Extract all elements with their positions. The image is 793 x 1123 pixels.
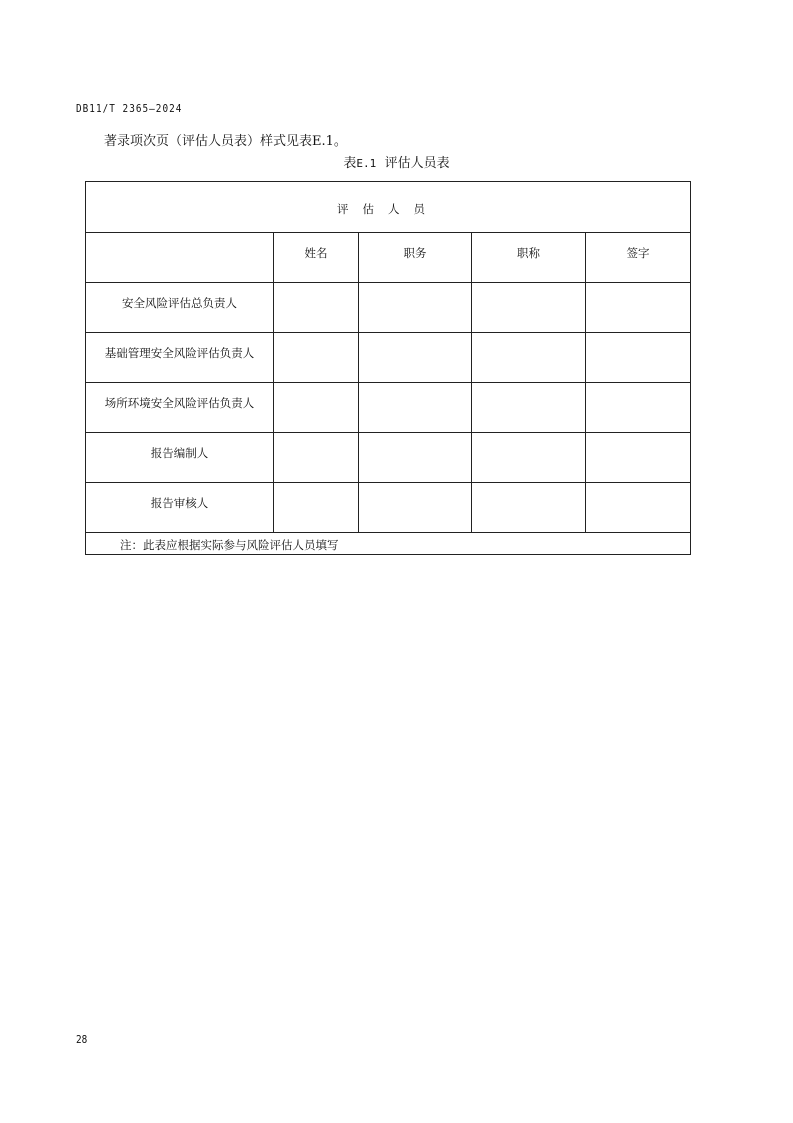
table-title-row [86,182,691,233]
position-cell[interactable] [359,333,472,383]
header-cell-title: 职称 [472,233,586,283]
role-cell: 场所环境安全风险评估负责人 [86,383,274,433]
position-cell[interactable] [359,383,472,433]
table-row [86,333,691,383]
signature-cell[interactable] [586,383,691,433]
table-title-cell: 评估人员 [86,182,691,233]
title-cell[interactable] [472,383,586,433]
name-cell[interactable] [274,383,359,433]
evaluator-table [85,181,691,555]
name-cell[interactable] [274,333,359,383]
page-number: 28 [76,1033,88,1046]
signature-cell[interactable] [586,433,691,483]
role-cell: 安全风险评估总负责人 [86,283,274,333]
table-caption-number: E.1 [356,157,377,170]
table-row [86,383,691,433]
position-cell[interactable] [359,283,472,333]
table-caption-prefix: 表 [343,156,357,171]
role-cell: 报告编制人 [86,433,274,483]
document-code: DB11/T 2365—2024 [76,102,183,115]
header-cell-role [86,233,274,283]
table-header-row [86,233,691,283]
header-cell-name: 姓名 [274,233,359,283]
table-note: 注：此表应根据实际参与风险评估人员填写 [86,533,691,555]
position-cell[interactable] [359,433,472,483]
signature-cell[interactable] [586,283,691,333]
signature-cell[interactable] [586,333,691,383]
title-cell[interactable] [472,283,586,333]
header-cell-position: 职务 [359,233,472,283]
title-cell[interactable] [472,333,586,383]
table-row [86,483,691,533]
table-caption [0,152,793,171]
table-note-row [86,533,691,555]
signature-cell[interactable] [586,483,691,533]
header-cell-signature: 签字 [586,233,691,283]
position-cell[interactable] [359,483,472,533]
table-row [86,283,691,333]
name-cell[interactable] [274,483,359,533]
title-cell[interactable] [472,483,586,533]
table-caption-title: 评估人员表 [384,156,450,171]
title-cell[interactable] [472,433,586,483]
role-cell: 报告审核人 [86,483,274,533]
intro-paragraph: 著录项次页（评估人员表）样式见表E.1。 [104,134,347,149]
table-row [86,433,691,483]
name-cell[interactable] [274,433,359,483]
name-cell[interactable] [274,283,359,333]
role-cell: 基础管理安全风险评估负责人 [86,333,274,383]
